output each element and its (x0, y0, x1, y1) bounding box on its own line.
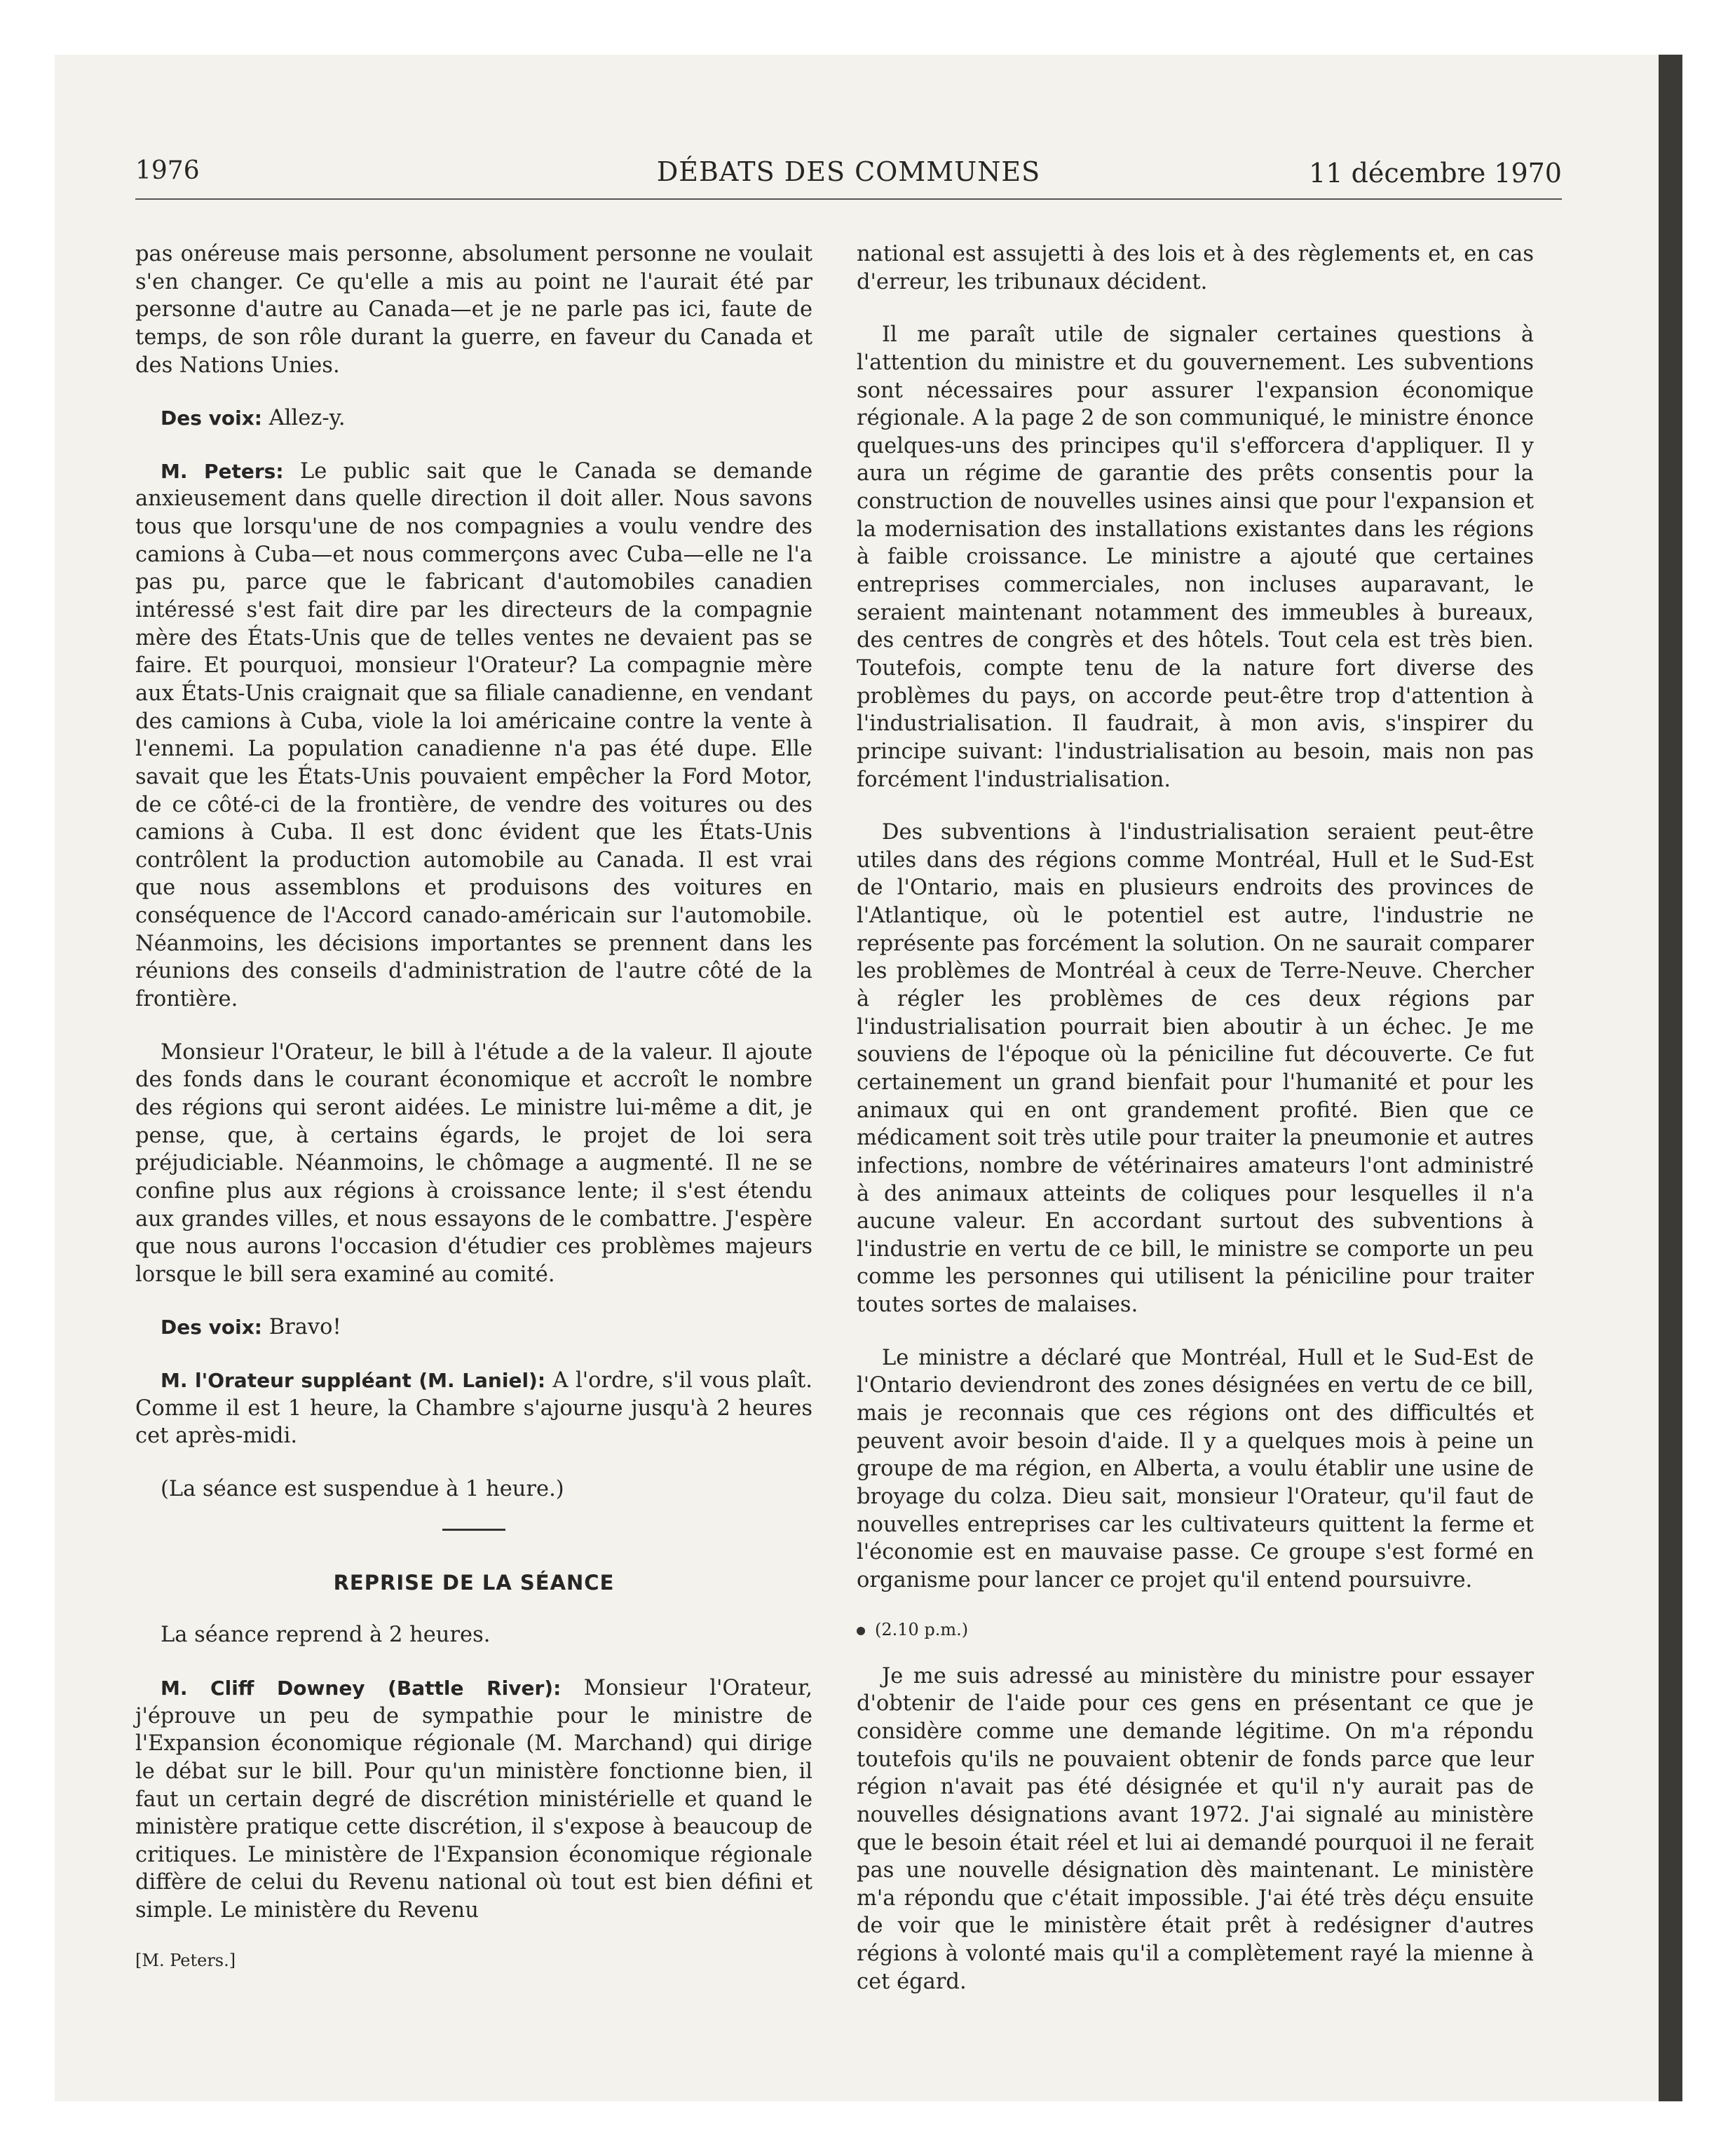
section-title: REPRISE DE LA SÉANCE (333, 1570, 615, 1595)
paragraph: national est assujetti à des lois et à des règlements et, en cas d'erreur, les tribunaux décident. (857, 242, 1534, 294)
paragraph: pas onéreuse mais personne, absolument personne ne voulait s'en changer. Ce qu'elle a mis au point ne l'aurait été par personne d'autre au Canada—et je ne parle pas ici, faute de temps, de son rôle durant la guerre, en faveur du Canada et des Nations Unies. (135, 242, 812, 378)
paragraph: (La séance est suspendue à 1 heure.) (161, 1476, 564, 1501)
speech-text: Monsieur l'Orateur, j'éprouve un peu de sympathie pour le ministre de l'Expansion économique régionale (M. Marchand) qui dirige le débat sur le bill. Pour qu'un ministère fonctionne bien, il faut un certain degré de discrétion ministérielle et quand le ministère pratique cette discrétion, il s'expose à beaucoup de critiques. Le ministère de l'Expansion économique régionale diffère de celui du Revenu national où tout est bien défini et simple. Le ministère du Revenu (135, 1675, 812, 1923)
speaker-name: M. Cliff Downey (Battle River): (161, 1676, 562, 1700)
speech-text: Allez-y. (262, 406, 346, 431)
paragraph (135, 1314, 812, 1342)
document-page (55, 55, 1682, 2101)
page-number: 1976 (135, 156, 200, 185)
time-stamp-text: (2.10 p.m.) (875, 1620, 969, 1640)
paragraph: Le ministre a déclaré que Montréal, Hull et le Sud-Est de l'Ontario deviendront des zones désignées en vertu de ce bill, mais je reconnais que ces régions ont des difficultés et peuvent avoir besoin d'aide. Il y a quelques mois à peine un groupe de ma région, en Alberta, a voulu établir une usine de broyage du colza. Dieu sait, monsieur l'Orateur, qu'il faut de nouvelles entreprises car les cultivateurs quittent la ferme et l'économie est en mauvaise passe. Ce groupe s'est formé en organisme pour lancer ce projet qu'il entend poursuivre. (857, 1345, 1534, 1592)
speaker-name: M. l'Orateur suppléant (M. Laniel): (161, 1369, 546, 1393)
speaker-name: M. Peters: (161, 459, 284, 483)
paragraph (135, 1367, 812, 1450)
running-head (135, 149, 1562, 200)
time-stamp (857, 1619, 1534, 1641)
header-rule (135, 198, 1562, 200)
scan-edge (1659, 55, 1682, 2101)
paragraph (135, 404, 812, 432)
paragraph: La séance reprend à 2 heures. (161, 1623, 491, 1648)
page-date: 11 décembre 1970 (1309, 158, 1562, 189)
speech-text: A l'ordre, s'il vous plaît. Comme il est 1 heure, la Chambre s'ajourne jusqu'à 2 heures cet après-midi. (135, 1368, 812, 1449)
paragraph: Je me suis adressé au ministère du ministre pour essayer d'obtenir de l'aide pour ces gens en présentant ce que je considère comme une demande légitime. On m'a répondu toutefois qu'ils ne pouvaient obtenir de fonds parce que leur région n'avait pas été désignée et qu'il n'y aurait pas de nouvelles désignations avant 1972. J'ai signalé au ministère que le besoin était réel et lui ai demandé pourquoi il ne ferait pas une nouvelle désignation dès maintenant. Le ministère m'a répondu que c'était impossible. J'ai été très déçu ensuite de voir que le ministère était prêt à redésigner d'autres régions à volonté mais qu'il a complètement rayé la mienne à cet égard. (857, 1663, 1534, 1994)
footnote: [M. Peters.] (135, 1950, 236, 1970)
speech-text: Le public sait que le Canada se demande anxieusement dans quelle direction il doit aller. Nous savons tous que lorsqu'une de nos compagnies a voulu vendre des camions à Cuba—et nous commerçons avec Cuba—elle ne l'a pas pu, parce que le fabricant d'automobiles canadien intéressé s'est fait dire par les directeurs de la compagnie mère des États-Unis que de telles ventes ne devaient pas se faire. Et pourquoi, monsieur l'Orateur? La compagnie mère aux États-Unis craignait que sa filiale canadienne, en vendant des camions à Cuba, viole la loi américaine contre la vente à l'ennemi. La population canadienne n'a pas été dupe. Elle savait que les États-Unis pouvaient empêcher la Ford Motor, de ce côté-ci de la frontière, de vendre des voitures ou des camions à Cuba. Il est donc évident que les États-Unis contrôlent la production automobile au Canada. Il est vrai que nous assemblons et produisons des voitures en conséquence de l'Accord canado-américain sur l'automobile. Néanmoins, les décisions importantes se prennent dans les réunions des conseils d'administration de l'autre côté de la frontière. (135, 458, 812, 1012)
paragraph (135, 458, 812, 1014)
paragraph: Des subventions à l'industrialisation seraient peut-être utiles dans des régions comme Montréal, Hull et le Sud-Est de l'Ontario, mais en plusieurs endroits des provinces de l'Atlantique, où le potentiel est autre, l'industrie ne représente pas forcément la solution. On ne saurait comparer les problèmes de Montréal à ceux de Terre-Neuve. Chercher à régler les problèmes de ces deux régions par l'industrialisation pourrait bien aboutir à un échec. Je me souviens de l'époque où la péniciline fut découverte. Ce fut certainement un grand bienfait pour l'humanité et pour les animaux qui en ont grandement profité. Bien que ce médicament soit très utile pour traiter la pneumonie et autres infections, nombre de vétérinaires amateurs l'ont administré à des animaux atteints de coliques pour lesquelles il n'a aucune valeur. En accordant surtout des subventions à l'industrie en vertu de ce bill, le ministre se comporte un peu comme les personnes qui utilisent la péniciline pour traiter toutes sortes de malaises. (857, 820, 1534, 1318)
speech-text: Bravo! (262, 1315, 341, 1340)
section-divider (442, 1529, 505, 1531)
page-title: DÉBATS DES COMMUNES (656, 156, 1041, 187)
left-column (135, 240, 812, 1972)
speaker-name: Des voix: (161, 1316, 262, 1339)
paragraph: Monsieur l'Orateur, le bill à l'étude a de la valeur. Il ajoute des fonds dans le courant économique et accroît le nombre des régions qui seront aidées. Le ministre lui-même a dit, je pense, que, à certains égards, le projet de loi sera préjudiciable. Néanmoins, le chômage a augmenté. Il ne se confine plus aux régions à croissance lente; il s'est étendu aux grandes villes, et nous essayons de le combattre. J'espère que nous aurons l'occasion d'étudier ces problèmes majeurs lorsque le bill sera examiné au comité. (135, 1039, 812, 1287)
bullet-icon (857, 1627, 865, 1635)
speaker-name: Des voix: (161, 407, 262, 430)
paragraph (135, 1674, 812, 1925)
right-column (857, 240, 1534, 2021)
paragraph: Il me paraît utile de signaler certaines questions à l'attention du ministre et du gouvernement. Les subventions sont nécessaires pour assurer l'expansion économique régionale. A la page 2 de son communiqué, le ministre énonce quelques-uns des principes qu'il s'efforcera d'appliquer. Il y aura un régime de garantie des prêts consentis pour la construction de nouvelles usines ainsi que pour l'expansion et la modernisation des installations existantes dans les régions à faible croissance. Le ministre a ajouté que certaines entreprises commerciales, non incluses auparavant, le seraient maintenant notamment des immeubles à bureaux, des centres de congrès et des hôtels. Tout cela est très bien. Toutefois, compte tenu de la nature fort diverse des problèmes du pays, on accorde peut-être trop d'attention à l'industrialisation. Il faudrait, à mon avis, s'inspirer du principe suivant: l'industrialisation au besoin, mais non pas forcément l'industrialisation. (857, 322, 1534, 792)
